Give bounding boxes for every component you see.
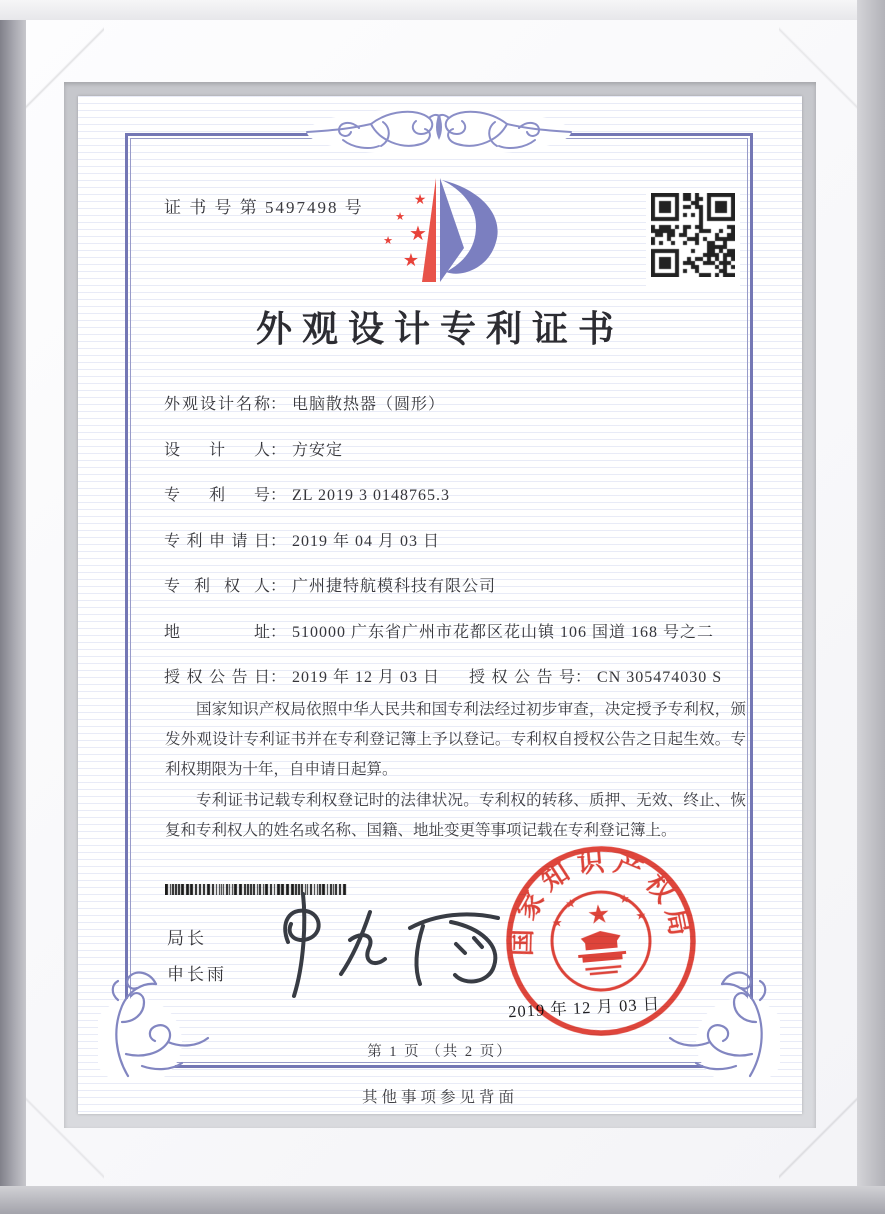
- seal-date: 2019 年 12 月 03 日: [507, 994, 661, 1022]
- field-label: 专利号: [164, 487, 270, 504]
- field-label: 设计人: [164, 441, 270, 459]
- border-flourish-top: [279, 100, 599, 164]
- legal-paragraph: 国家知识产权局依照中华人民共和国专利法经过初步审查，决定授予专利权，颁发外观设计专利证书并在专利登记簿上予以登记。专利权自授权公告之日起生效。专利权期限为十年，自申请日起算。: [165, 701, 746, 779]
- field-value: 510000 广东省广州市花都区花山镇 106 国道 168 号之二: [292, 623, 715, 641]
- logo-star: ★: [413, 192, 427, 208]
- field-value: CN 305474030 S: [597, 669, 723, 686]
- logo-star: ★: [395, 210, 405, 223]
- page-number: 第 1 页 （共 2 页）: [367, 1044, 513, 1060]
- signer-name: 申长雨: [167, 965, 227, 984]
- field-value: 2019 年 04 月 03 日: [292, 532, 441, 550]
- qr-code-canvas: [651, 193, 735, 277]
- field-grant-number: 授权公告号： CN 305474030 S: [469, 666, 722, 690]
- field-designer: 设计人： 方安定: [164, 439, 774, 485]
- svg-text:★: ★: [585, 899, 612, 932]
- frame-edge-left: [0, 0, 26, 1214]
- certificate-title: 外观设计专利证书: [255, 309, 624, 349]
- certificate-paper: [78, 96, 802, 1114]
- certificate-number: 证 书 号 第 5497498 号: [164, 198, 364, 217]
- field-patent-number: 专利号： ZL 2019 3 0148765.3: [164, 484, 774, 530]
- logo-star: ★: [409, 221, 427, 245]
- field-value: 2019 年 12 月 03 日: [292, 669, 441, 686]
- svg-text:★: ★: [618, 891, 631, 907]
- svg-text:★: ★: [564, 896, 577, 911]
- svg-text:★: ★: [634, 907, 647, 923]
- back-side-note: 其他事项参见背面: [361, 1089, 518, 1106]
- field-label: 专利申请日: [164, 532, 270, 550]
- legal-paragraph: 专利证书记载专利权登记时的法律状况。专利权的转移、质押、无效、终止、恢复和专利权人的姓名或名称、国籍、地址变更等事项记载在专利登记簿上。: [165, 791, 746, 839]
- frame-edge-bottom: [0, 1186, 885, 1214]
- signer-title: 局长: [167, 929, 207, 948]
- qr-code: [646, 188, 740, 287]
- frame-edge-top: [0, 0, 885, 20]
- field-label: 外观设计名称: [164, 396, 270, 413]
- field-grant-row: 授权公告日： 2019 年 12 月 03 日 授权公告号： CN 305474030 S: [164, 666, 774, 712]
- legal-text: [165, 695, 746, 846]
- field-value: 方安定: [292, 441, 344, 459]
- field-label: 地址: [164, 623, 270, 641]
- field-design-name: 外观设计名称： 电脑散热器（圆形）: [164, 393, 774, 439]
- seal-ring-text: 国家知识产权局: [506, 845, 697, 957]
- logo-star: ★: [383, 234, 393, 247]
- field-filing-date: 专利申请日： 2019 年 04 月 03 日: [164, 530, 774, 576]
- logo-star: ★: [402, 250, 420, 271]
- border-flourish-bottom-left: [98, 958, 222, 1082]
- field-address: 地址： 510000 广东省广州市花都区花山镇 106 国道 168 号之二: [164, 621, 774, 667]
- cnipa-logo: [366, 164, 516, 299]
- svg-text:★: ★: [551, 915, 564, 931]
- national-emblem: [548, 888, 654, 994]
- certificate-fields: [164, 393, 774, 712]
- field-value: 广州捷特航模科技有限公司: [292, 578, 497, 595]
- field-label: 授权公告日: [164, 669, 270, 686]
- border-flourish-bottom-right: [656, 958, 780, 1082]
- field-patentee: 专利权人： 广州捷特航模科技有限公司: [164, 575, 774, 621]
- frame-edge-right: [857, 0, 885, 1214]
- field-label: 授权公告号: [469, 669, 575, 686]
- field-value: 电脑散热器（圆形）: [292, 396, 446, 413]
- field-label: 专利权人: [164, 578, 270, 595]
- field-value: ZL 2019 3 0148765.3: [292, 487, 450, 504]
